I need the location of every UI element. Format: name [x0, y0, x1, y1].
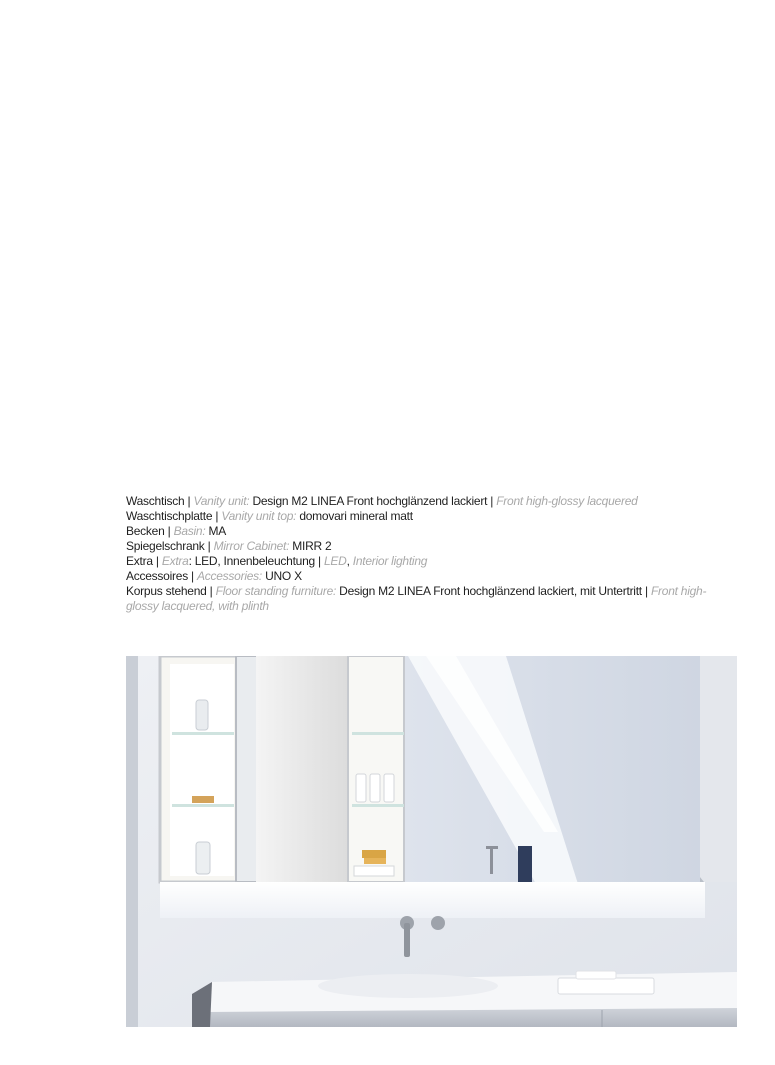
glass-shelf	[352, 732, 404, 735]
spec-value: UNO X	[262, 569, 302, 583]
spec-label-en: Basin:	[173, 524, 206, 538]
spec-label-en: Extra	[161, 554, 189, 568]
reflected-faucet	[490, 848, 493, 874]
spec-label-de: Extra	[126, 554, 153, 568]
spec-label-de: Spiegelschrank	[126, 539, 205, 553]
spec-accessories: Accessoires | Accessories: UNO X	[126, 569, 302, 583]
spec-label-de: Waschtisch	[126, 494, 185, 508]
reflected-towel	[518, 846, 532, 882]
glass-shelf	[172, 732, 234, 735]
spec-label-en: Floor standing furniture:	[215, 584, 337, 598]
spec-value: domovari mineral matt	[296, 509, 413, 523]
led-light-glow	[160, 882, 705, 918]
glass	[356, 774, 366, 802]
spec-vanity-unit: Waschtisch | Vanity unit: Design M2 LINEA Front hochglänzend lackiert | Front high-glossy lacquered	[126, 494, 638, 508]
spec-value-en: Front high-glossy lacquered, with plinth	[126, 584, 707, 613]
faucet-handle	[431, 916, 445, 930]
side-wall	[126, 656, 138, 1027]
spec-value: MA	[205, 524, 227, 538]
spec-value: Design M2 LINEA Front hochglänzend lackiert, mit Untertritt |	[336, 584, 651, 598]
bottle	[196, 700, 208, 730]
spec-value-en: Interior lighting	[352, 554, 428, 568]
spec-vanity-unit-top: Waschtischplatte | Vanity unit top: domovari mineral matt	[126, 509, 413, 523]
bathroom-mirror-cabinet-photo	[126, 656, 737, 1027]
spec-label-en: Vanity unit top:	[221, 509, 297, 523]
spec-label-de: Waschtischplatte	[126, 509, 213, 523]
spec-label-de: Accessoires	[126, 569, 188, 583]
spec-extra: Extra | Extra: LED, Innenbeleuchtung | LED, Interior lighting	[126, 554, 428, 568]
glass-shelf	[172, 804, 234, 807]
spec-mirror-cabinet: Spiegelschrank | Mirror Cabinet: MIRR 2	[126, 539, 332, 553]
glass-door-edge	[236, 656, 258, 882]
soap-stack	[362, 850, 386, 858]
spec-value-en: LED	[323, 554, 347, 568]
spec-label-en: Accessories:	[196, 569, 263, 583]
wall-faucet	[404, 923, 410, 957]
bottle	[196, 842, 210, 874]
towel-tray	[558, 978, 654, 994]
photo-illustration	[126, 656, 737, 1027]
folded-towel	[354, 866, 394, 876]
glass	[370, 774, 380, 802]
glass	[384, 774, 394, 802]
spec-value: MIRR 2	[289, 539, 332, 553]
spec-label-en: Vanity unit:	[193, 494, 250, 508]
spec-value-en: Front high-glossy lacquered	[496, 494, 638, 508]
spec-basin: Becken | Basin: MA	[126, 524, 227, 538]
basin	[318, 974, 498, 998]
glass-shelf	[352, 804, 404, 807]
spec-label-de: Becken	[126, 524, 165, 538]
soap	[192, 796, 214, 803]
spec-value: Design M2 LINEA Front hochglänzend lackiert |	[249, 494, 497, 508]
middle-cabinet-compartment	[348, 656, 404, 882]
spec-label-de: Korpus stehend	[126, 584, 207, 598]
spec-floor-standing-furniture: Korpus stehend | Floor standing furniture: Design M2 LINEA Front hochglänzend lackiert, mit Untertritt | Front high-glossy lacquered, with plinth	[126, 584, 707, 613]
open-door	[256, 656, 348, 902]
spec-label-en: Mirror Cabinet:	[213, 539, 290, 553]
product-spec-list	[126, 494, 726, 614]
spec-value: : LED, Innenbeleuchtung |	[188, 554, 324, 568]
